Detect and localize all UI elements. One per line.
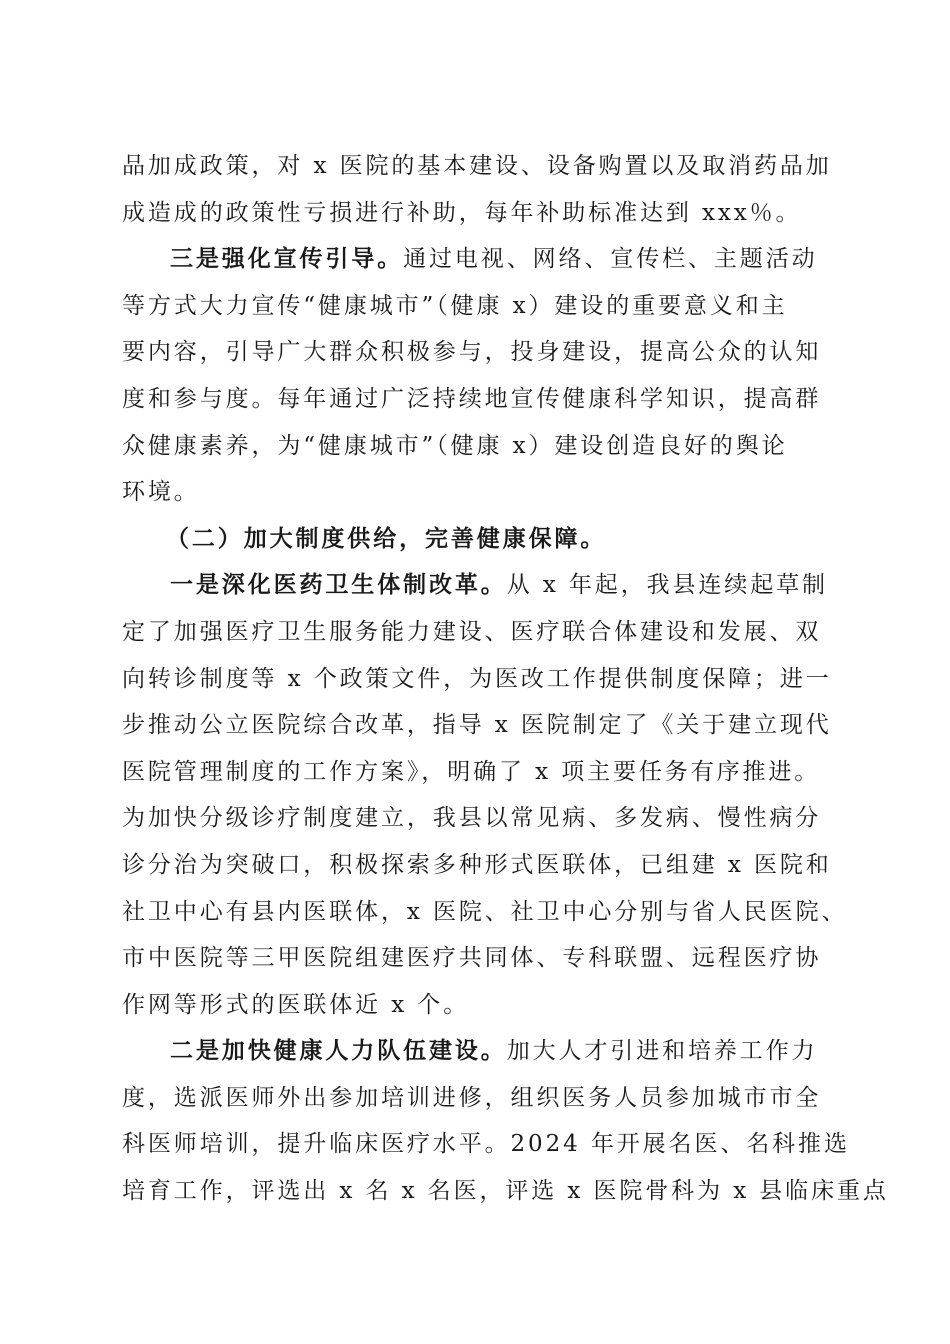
paragraph-reform bbox=[122, 562, 848, 1028]
text-line: 定了加强医疗卫生服务能力建设、医疗联合体建设和发展、双 bbox=[122, 618, 822, 645]
text-line: 向转诊制度等 x 个政策文件，为医改工作提供制度保障；进一 bbox=[122, 665, 832, 692]
document-body bbox=[122, 143, 889, 1215]
text-line: 度，选派医师外出参加培训进修，组织医务人员参加城市市全 bbox=[122, 1084, 822, 1111]
paragraph-subsidy bbox=[122, 143, 832, 236]
text-line bbox=[122, 1028, 828, 1075]
text-line bbox=[122, 562, 828, 609]
paragraph-workforce bbox=[122, 1028, 889, 1214]
text-line: 科医师培训，提升临床医疗水平。2024 年开展名医、名科推选 bbox=[122, 1131, 850, 1158]
text-line: 步推动公立医院综合改革，指导 x 医院制定了《关于建立现代 bbox=[122, 712, 832, 739]
text-line: 度和参与度。每年通过广泛持续地宣传健康科学知识，提高群 bbox=[122, 385, 822, 412]
paragraph-lead: 一是深化医药卫生体制改革。 bbox=[170, 571, 507, 599]
text-line: 作网等形式的医联体近 x 个。 bbox=[122, 991, 470, 1018]
text-line: 要内容，引导广大群众积极参与，投身建设，提高公众的认知 bbox=[122, 339, 822, 366]
text-line: 环境。 bbox=[122, 479, 200, 506]
text-line: 社卫中心有县内医联体，x 医院、社卫中心分别与省人民医院、 bbox=[122, 898, 848, 925]
section-heading-text: （二）加大制度供给，完善健康保障。 bbox=[166, 524, 607, 552]
paragraph-lead-rest: 从 x 年起，我县连续起草制 bbox=[506, 572, 828, 599]
text-line: 市中医院等三甲医院组建医疗共同体、专科联盟、远程医疗协 bbox=[122, 945, 822, 972]
paragraph-lead: 三是强化宣传引导。 bbox=[170, 245, 404, 273]
paragraph-lead-rest: 加大人才引进和培养工作力 bbox=[506, 1038, 818, 1065]
paragraph-lead: 二是加快健康人力队伍建设。 bbox=[170, 1037, 507, 1065]
text-line: 成造成的政策性亏损进行补助，每年补助标准达到 xxx％。 bbox=[122, 199, 802, 226]
text-line: 培育工作，评选出 x 名 x 名医，评选 x 医院骨科为 x 县临床重点 bbox=[122, 1178, 889, 1205]
text-line bbox=[122, 236, 828, 283]
text-line: 众健康素养，为“健康城市”（健康 x）建设创造良好的舆论 bbox=[122, 432, 788, 459]
text-line: 品加成政策，对 x 医院的基本建设、设备购置以及取消药品加 bbox=[122, 153, 832, 179]
text-line: 医院管理制度的工作方案》，明确了 x 项主要任务有序推进。 bbox=[122, 758, 821, 785]
paragraph-publicity bbox=[122, 236, 828, 516]
text-line: 等方式大力宣传“健康城市”（健康 x）建设的重要意义和主 bbox=[122, 292, 788, 319]
section-heading bbox=[122, 516, 828, 563]
text-line: 为加快分级诊疗制度建立，我县以常见病、多发病、慢性病分 bbox=[122, 805, 822, 832]
text-line: 诊分治为突破口，积极探索多种形式医联体，已组建 x 医院和 bbox=[122, 851, 832, 878]
paragraph-lead-rest: 通过电视、网络、宣传栏、主题活动 bbox=[403, 246, 818, 273]
